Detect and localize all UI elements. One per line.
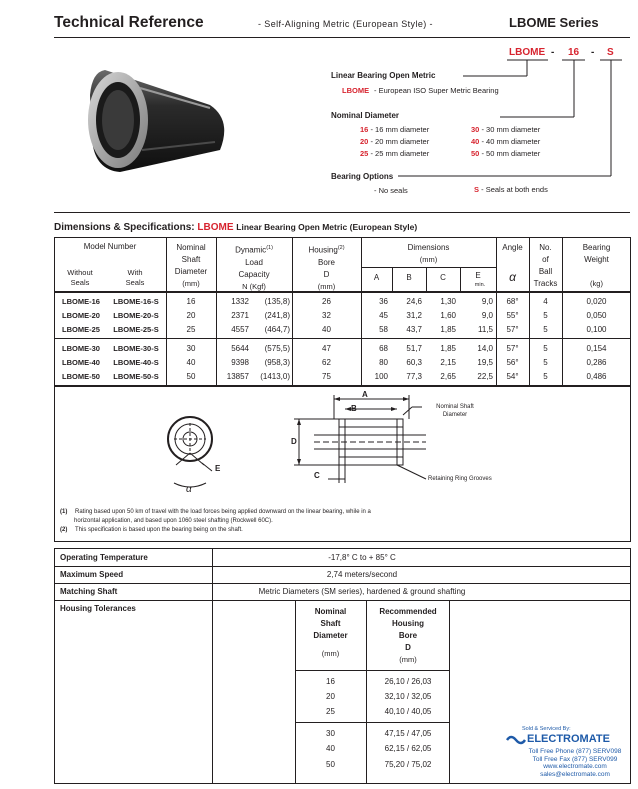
cell-C: 2,15 bbox=[440, 358, 456, 367]
th-E: E bbox=[475, 271, 481, 280]
th-line: (mm) bbox=[317, 281, 336, 291]
th-line: (kg) bbox=[590, 279, 603, 288]
th-line: Housing bbox=[308, 245, 338, 255]
desc: - 30 mm diameter bbox=[481, 125, 541, 134]
th-housing bbox=[292, 242, 361, 293]
op-temp-label: Operating Temperature bbox=[60, 553, 148, 562]
cell-B: 31,2 bbox=[406, 311, 422, 320]
footnote-text: horizontal application, and based upon 1060 steel shafting (Rockwell 60C). bbox=[74, 517, 273, 524]
desc: - 20 mm diameter bbox=[370, 137, 430, 146]
tol-cell-bore: 62,15 / 62,05 bbox=[384, 744, 432, 753]
th-line: (mm) bbox=[321, 649, 340, 658]
th-without bbox=[60, 268, 100, 288]
desc: - Seals at both ends bbox=[481, 185, 548, 194]
cell-E: 11,5 bbox=[478, 325, 493, 334]
cell-without: LBOME-40 bbox=[62, 358, 100, 367]
footnote-mark: (1) bbox=[60, 509, 68, 515]
partcode-base: LBOME bbox=[509, 47, 546, 58]
cell-C: 1,85 bbox=[440, 344, 456, 353]
th-with bbox=[110, 268, 160, 288]
partcode-dash1: - bbox=[551, 47, 555, 58]
specs-group-rule bbox=[54, 338, 631, 339]
tol-cell-bore: 40,10 / 40,05 bbox=[384, 707, 432, 716]
footnote-ref: (2) bbox=[337, 245, 345, 251]
desc: - 50 mm diameter bbox=[481, 149, 541, 158]
th-line: Tracks bbox=[533, 279, 558, 288]
cell-with: LBOME-50-S bbox=[113, 372, 159, 381]
op-row-rule bbox=[54, 583, 631, 584]
cell-with: LBOME-20-S bbox=[113, 311, 159, 320]
op-speed-label: Maximum Speed bbox=[60, 570, 124, 579]
diagram-label-A: A bbox=[362, 390, 368, 399]
cell-tracks: 5 bbox=[543, 344, 548, 353]
cell-weight: 0,486 bbox=[586, 372, 607, 381]
th-weight bbox=[562, 242, 631, 290]
legend-linear-title: Linear Bearing Open Metric bbox=[331, 71, 436, 80]
th-line: Ball bbox=[538, 267, 553, 276]
cell-angle: 68° bbox=[506, 297, 519, 306]
cell-weight: 0,154 bbox=[586, 344, 607, 353]
op-temp-value: -17,8° C to + 85° C bbox=[328, 553, 396, 562]
cell-bore: 62 bbox=[322, 358, 331, 367]
partcode-leaders bbox=[0, 0, 638, 200]
th-line: Housing bbox=[392, 619, 424, 628]
cell-weight: 0,020 bbox=[586, 297, 607, 306]
th-tracks bbox=[529, 242, 562, 290]
vendor-email[interactable]: sales@electromate.com bbox=[540, 770, 610, 778]
th-line: Diameter bbox=[174, 267, 208, 276]
tol-cell-d: 20 bbox=[326, 692, 335, 701]
cell-E: 19,5 bbox=[477, 358, 493, 367]
cell-bore: 32 bbox=[322, 311, 331, 320]
desc: - 40 mm diameter bbox=[481, 137, 541, 146]
th-line: Bore bbox=[398, 631, 418, 640]
cell-kgf: (1413,0) bbox=[260, 372, 290, 381]
cell-bore: 47 bbox=[322, 344, 331, 353]
section-rule bbox=[54, 212, 630, 213]
desc: - 25 mm diameter bbox=[370, 149, 430, 158]
cell-angle: 56° bbox=[506, 358, 519, 367]
cell-B: 24,6 bbox=[406, 297, 422, 306]
th-line: Shaft bbox=[320, 619, 341, 628]
cell-B: 77,3 bbox=[406, 372, 422, 381]
legend-linear-code: LBOME bbox=[342, 86, 370, 95]
diagram-nominal-shaft bbox=[420, 403, 490, 419]
tol-rule bbox=[295, 670, 450, 671]
cell-kgf: (241,8) bbox=[264, 311, 290, 320]
cell-without: LBOME-16 bbox=[62, 297, 100, 306]
cell-kgf: (464,7) bbox=[264, 325, 290, 334]
vendor-name: ELECTROMATE bbox=[527, 733, 610, 745]
partcode-size: 16 bbox=[568, 47, 580, 58]
footnote-text: Rating based upon 50 km of travel with the load forces being applied downward on the linear bearing, while in a bbox=[75, 509, 371, 515]
cell-with: LBOME-25-S bbox=[113, 325, 159, 334]
th-line: N (Kgf) bbox=[242, 281, 266, 291]
cell-C: 1,60 bbox=[440, 311, 456, 320]
code: S bbox=[474, 185, 480, 194]
tol-cell-d: 30 bbox=[326, 729, 335, 738]
cell-nom: 40 bbox=[186, 358, 196, 367]
legend-diameter-20 bbox=[360, 137, 429, 146]
cell-A: 36 bbox=[379, 297, 388, 306]
th-line: Dynamic bbox=[235, 245, 267, 255]
code: 50 bbox=[471, 149, 480, 158]
th-dimensions-unit: (mm) bbox=[419, 255, 438, 264]
code: 20 bbox=[360, 137, 369, 146]
code: 16 bbox=[360, 125, 369, 134]
footnote-ref: (1) bbox=[266, 245, 273, 251]
th-line: Nominal bbox=[176, 243, 206, 252]
legend-linear-desc: - European ISO Super Metric Bearing bbox=[374, 86, 499, 95]
tol-cell-bore: 47,15 / 47,05 bbox=[384, 729, 432, 738]
cell-tracks: 5 bbox=[543, 325, 548, 334]
th-without-1: Without bbox=[67, 268, 93, 277]
diagram-label-B: B bbox=[351, 404, 357, 413]
vendor-sold: Sold & Serviced By: bbox=[522, 726, 571, 732]
footnote-1 bbox=[60, 508, 480, 525]
bearing-diagram bbox=[54, 387, 631, 497]
op-row-rule bbox=[54, 566, 631, 567]
cell-nom: 25 bbox=[186, 325, 196, 334]
specs-heading bbox=[54, 222, 417, 233]
specs-heading-desc: Linear Bearing Open Metric (European Style) bbox=[236, 222, 418, 232]
legend-diameter-40 bbox=[471, 137, 540, 146]
cell-kgf: (575,5) bbox=[264, 344, 290, 353]
op-speed-value: 2,74 meters/second bbox=[326, 570, 398, 579]
th-A: A bbox=[373, 273, 380, 282]
th-line: D bbox=[323, 269, 330, 279]
cell-without: LBOME-25 bbox=[62, 325, 100, 334]
diagram-label-E: E bbox=[215, 464, 221, 473]
cell-nom: 30 bbox=[186, 344, 196, 353]
th-line: Capacity bbox=[238, 269, 270, 279]
cell-load: 4557 bbox=[231, 325, 249, 334]
cell-A: 80 bbox=[379, 358, 388, 367]
cell-with: LBOME-16-S bbox=[113, 297, 159, 306]
cell-angle: 57° bbox=[506, 325, 519, 334]
cell-nom: 50 bbox=[186, 372, 196, 381]
th-line: Weight bbox=[584, 255, 609, 264]
tol-th-nominal bbox=[295, 606, 366, 660]
th-line: D bbox=[405, 643, 411, 652]
diagram-label-alpha: α bbox=[186, 484, 192, 495]
cell-E: 9,0 bbox=[481, 297, 493, 306]
th-line: (mm) bbox=[399, 655, 417, 664]
tol-cell-d: 40 bbox=[326, 744, 335, 753]
cell-tracks: 4 bbox=[543, 297, 548, 306]
th-B: B bbox=[406, 273, 412, 282]
cell-load: 9398 bbox=[231, 358, 249, 367]
th-model: Model Number bbox=[83, 242, 137, 251]
footnote-2 bbox=[60, 527, 243, 533]
cell-load: 1332 bbox=[231, 297, 249, 306]
cell-kgf: (135,8) bbox=[264, 297, 290, 306]
vendor-phone: Toll Free Phone (877) SERV098 bbox=[528, 748, 622, 755]
cell-without: LBOME-50 bbox=[62, 372, 100, 381]
cell-angle: 57° bbox=[506, 344, 519, 353]
specs-heading-label: Dimensions & Specifications: bbox=[54, 222, 195, 233]
cell-weight: 0,050 bbox=[586, 311, 607, 320]
cell-A: 100 bbox=[374, 372, 388, 381]
cell-A: 45 bbox=[379, 311, 388, 320]
cell-E: 22,5 bbox=[477, 372, 493, 381]
tol-th-bore bbox=[366, 606, 450, 666]
legend-option-none: - No seals bbox=[374, 186, 408, 195]
vendor-contact bbox=[510, 748, 638, 778]
cell-tracks: 5 bbox=[543, 372, 548, 381]
footnote-text: This specification is based upon the bearing being on the shaft. bbox=[75, 527, 243, 533]
code: 40 bbox=[471, 137, 480, 146]
th-line: Bearing bbox=[582, 243, 611, 252]
tol-cell-d: 25 bbox=[326, 707, 335, 716]
th-line: Nominal bbox=[314, 607, 347, 616]
legend-diameter-30 bbox=[471, 125, 540, 134]
th-angle: Angle bbox=[502, 243, 523, 252]
cell-load: 2371 bbox=[231, 311, 249, 320]
th-alpha: α bbox=[509, 270, 516, 284]
cell-nom: 20 bbox=[186, 311, 196, 320]
diagram-label-D: D bbox=[291, 437, 297, 446]
th-with-1: With bbox=[127, 268, 143, 277]
th-dynamic bbox=[216, 242, 292, 293]
cell-with: LBOME-40-S bbox=[113, 358, 159, 367]
line: Diameter bbox=[442, 412, 468, 418]
cell-nom: 16 bbox=[186, 297, 196, 306]
legend-diameter-50 bbox=[471, 149, 540, 158]
tol-rule bbox=[295, 722, 450, 723]
cell-tracks: 5 bbox=[543, 311, 548, 320]
cell-B: 60,3 bbox=[406, 358, 422, 367]
op-housing-label: Housing Tolerances bbox=[60, 604, 136, 613]
tol-cell-d: 50 bbox=[326, 760, 335, 769]
cell-angle: 55° bbox=[506, 311, 519, 320]
cell-A: 68 bbox=[379, 344, 388, 353]
th-nominal bbox=[166, 242, 216, 290]
desc: - 16 mm diameter bbox=[370, 125, 430, 134]
diagram-retaining: Retaining Ring Grooves bbox=[428, 476, 492, 482]
cell-B: 43,7 bbox=[406, 325, 422, 334]
code: 25 bbox=[360, 149, 369, 158]
cell-A: 58 bbox=[379, 325, 388, 334]
th-line: Recommended bbox=[379, 607, 437, 616]
cell-with: LBOME-30-S bbox=[113, 344, 159, 353]
cell-bore: 75 bbox=[322, 372, 331, 381]
vendor-web[interactable]: www.electromate.com bbox=[543, 763, 607, 770]
cell-bore: 40 bbox=[322, 325, 331, 334]
legend-options-title: Bearing Options bbox=[331, 172, 394, 181]
th-C: C bbox=[440, 273, 446, 282]
cell-load: 13857 bbox=[226, 372, 249, 381]
cell-weight: 0,100 bbox=[586, 325, 607, 334]
specs-heading-code: LBOME bbox=[197, 222, 234, 233]
cell-load: 5644 bbox=[231, 344, 249, 353]
partcode-dash2: - bbox=[591, 47, 595, 58]
th-line: Load bbox=[245, 257, 263, 267]
line: Nominal Shaft bbox=[436, 404, 474, 410]
legend-option-s bbox=[474, 185, 548, 194]
page-title: Technical Reference bbox=[54, 14, 204, 31]
op-shaft-value: Metric Diameters (SM series), hardened & ground shafting bbox=[258, 587, 466, 596]
cell-angle: 54° bbox=[506, 372, 519, 381]
tol-cell-bore: 32,10 / 32,05 bbox=[384, 692, 432, 701]
tol-cell-bore: 26,10 / 26,03 bbox=[384, 677, 432, 686]
cell-without: LBOME-30 bbox=[62, 344, 100, 353]
th-dimensions: Dimensions bbox=[407, 243, 450, 252]
cell-E: 9,0 bbox=[481, 311, 493, 320]
cell-C: 2,65 bbox=[440, 372, 456, 381]
vendor-fax: Toll Free Fax (877) SERV099 bbox=[532, 755, 618, 763]
th-line: Bore bbox=[318, 257, 335, 267]
cell-E: 14,0 bbox=[477, 344, 493, 353]
cell-tracks: 5 bbox=[543, 358, 548, 367]
th-line: Diameter bbox=[313, 631, 348, 640]
th-with-2: Seals bbox=[125, 278, 145, 287]
th-without-2: Seals bbox=[70, 278, 90, 287]
footnote-mark: (2) bbox=[60, 527, 68, 533]
cell-without: LBOME-20 bbox=[62, 311, 100, 320]
dims-subrule bbox=[361, 267, 496, 268]
page-subtitle: - Self-Aligning Metric (European Style) - bbox=[258, 19, 433, 29]
op-shaft-label: Matching Shaft bbox=[60, 587, 118, 596]
th-E-min: min. bbox=[474, 282, 486, 288]
cell-C: 1,30 bbox=[440, 297, 456, 306]
cell-B: 51,7 bbox=[406, 344, 422, 353]
cell-kgf: (958,3) bbox=[264, 358, 290, 367]
cell-weight: 0,286 bbox=[586, 358, 607, 367]
cell-C: 1,85 bbox=[440, 325, 456, 334]
legend-diameter-16 bbox=[360, 125, 429, 134]
tol-cell-d: 16 bbox=[326, 677, 335, 686]
legend-nominal-title: Nominal Diameter bbox=[331, 111, 400, 120]
partcode-option: S bbox=[607, 47, 614, 58]
code: 30 bbox=[471, 125, 480, 134]
th-line: No. bbox=[539, 243, 552, 252]
diagram-label-C: C bbox=[314, 471, 320, 480]
th-line: of bbox=[542, 255, 549, 264]
cell-bore: 26 bbox=[322, 297, 331, 306]
legend-diameter-25 bbox=[360, 149, 429, 158]
th-line: Shaft bbox=[181, 255, 201, 264]
th-line: (mm) bbox=[182, 279, 200, 288]
series-title: LBOME Series bbox=[509, 15, 599, 30]
tol-cell-bore: 75,20 / 75,02 bbox=[384, 760, 432, 769]
